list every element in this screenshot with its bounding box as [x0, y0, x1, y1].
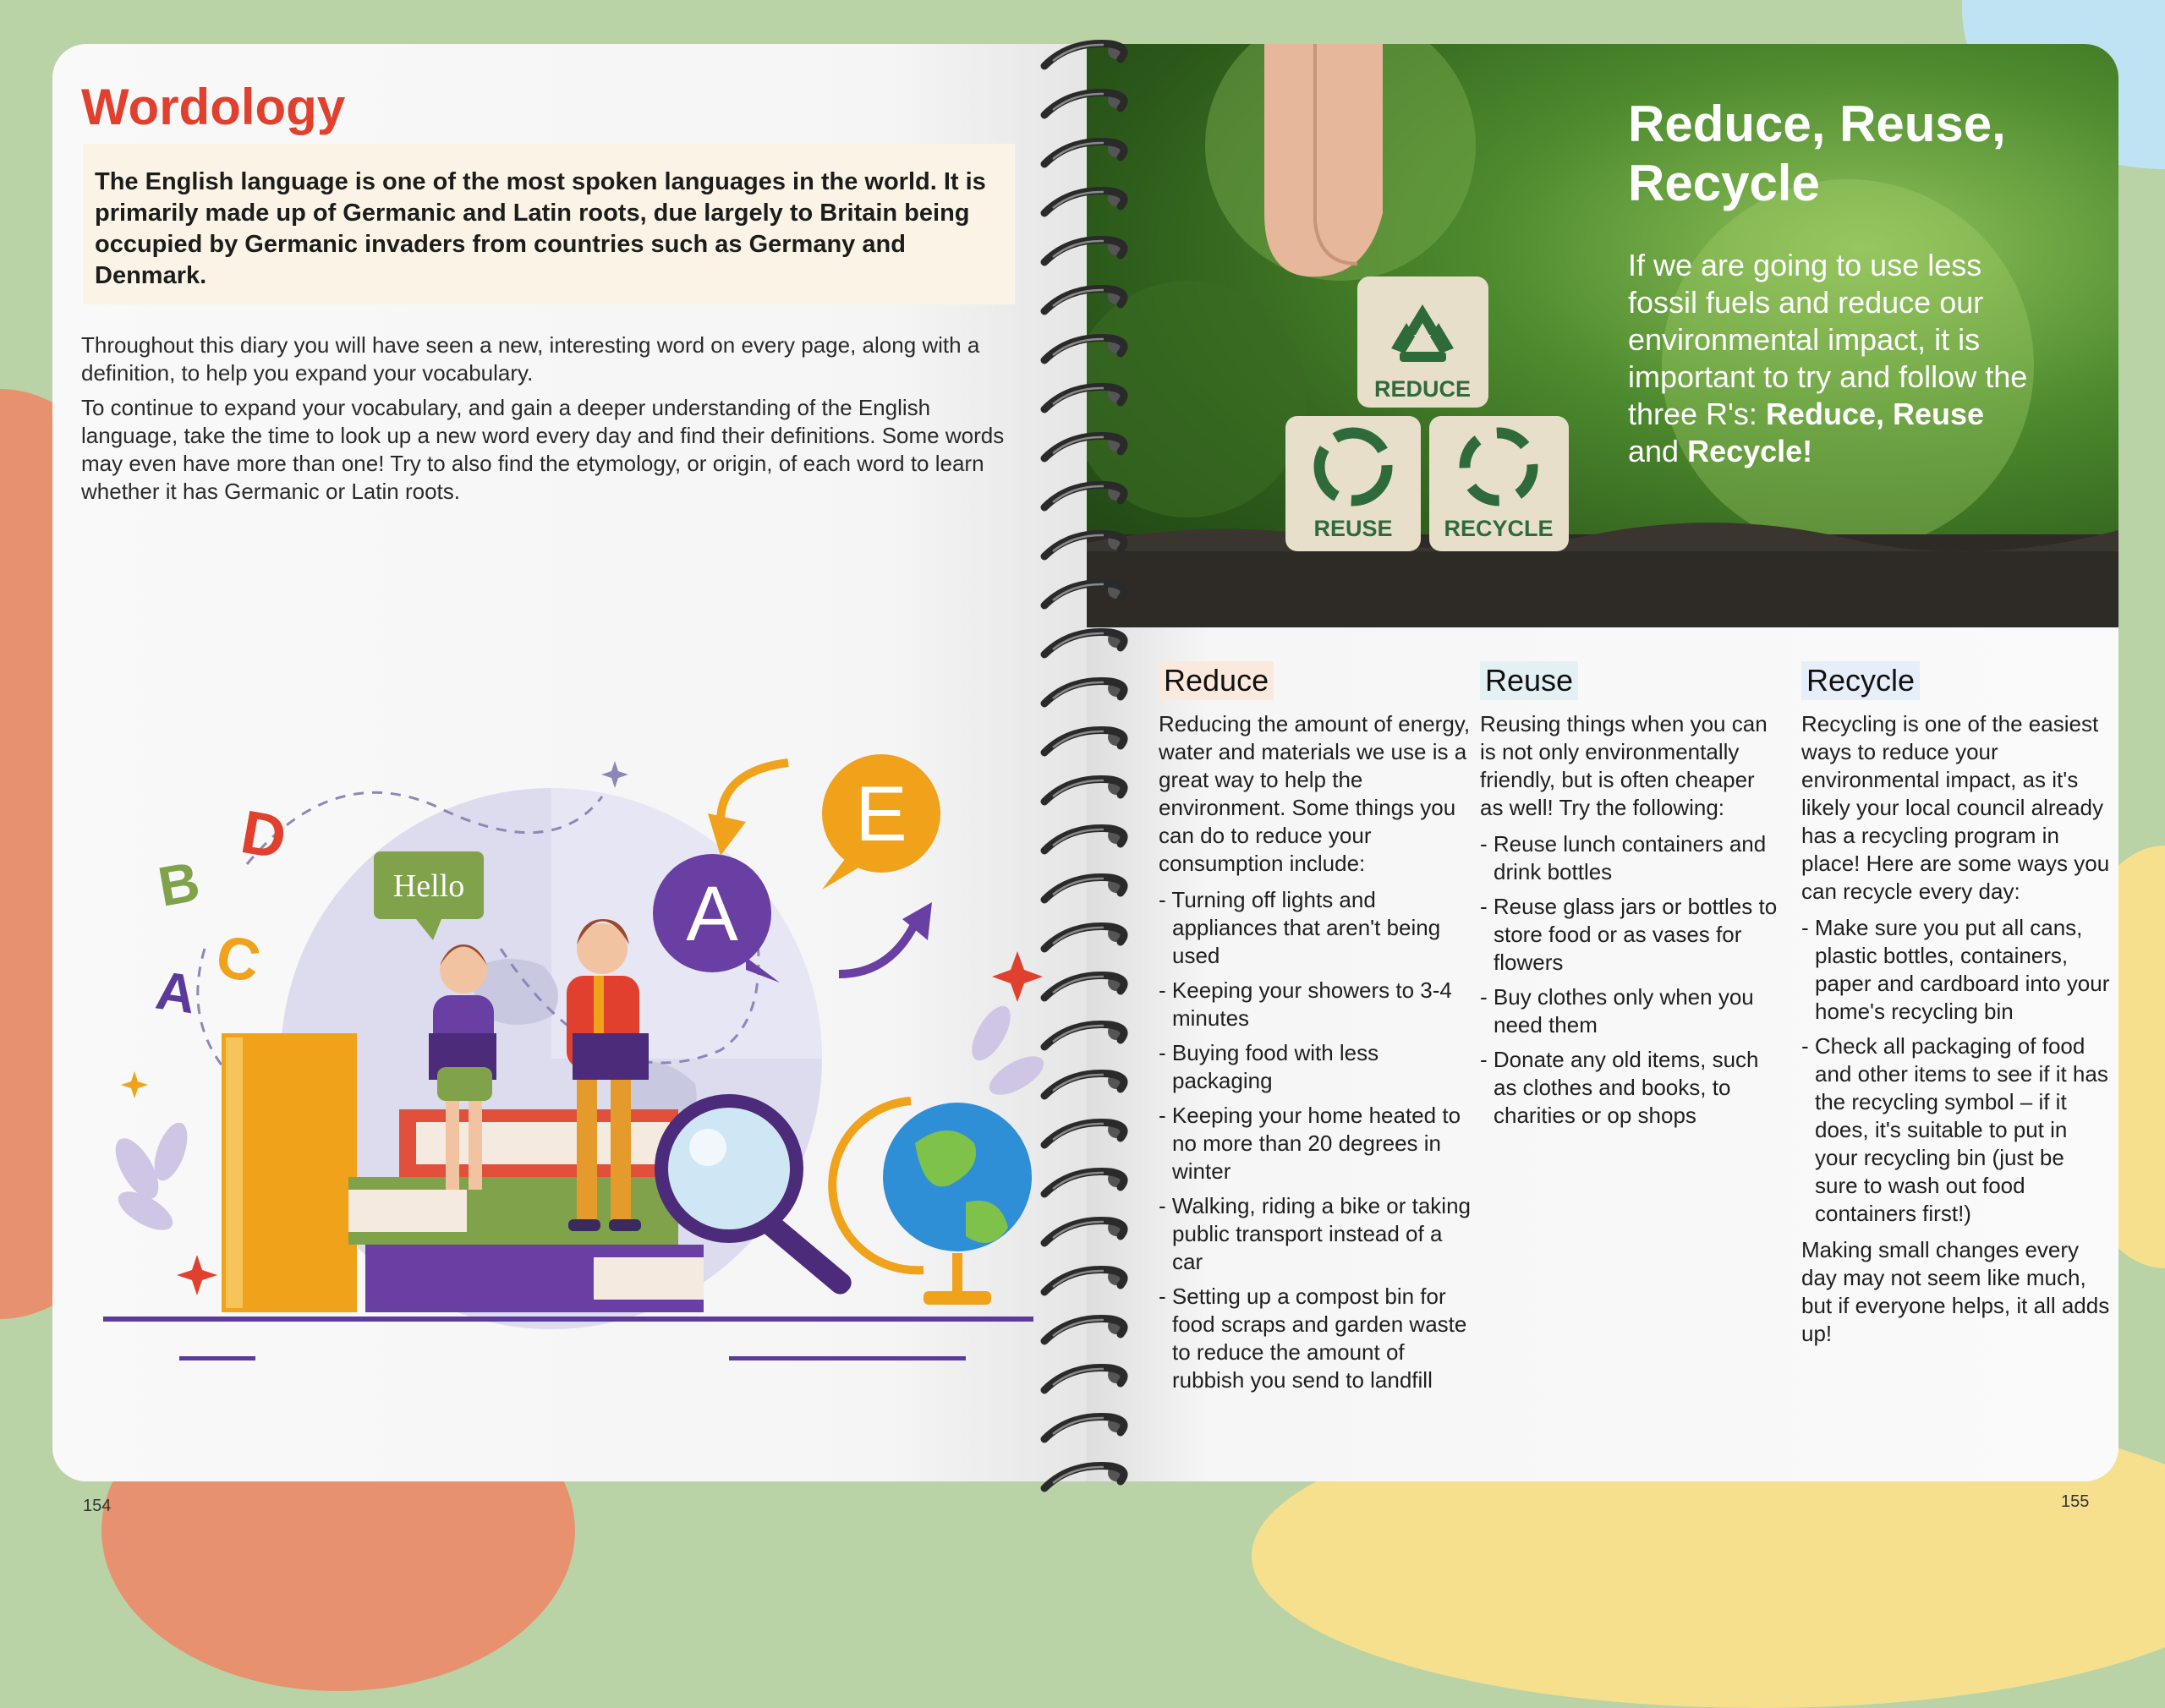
cube-reuse-label: REUSE: [1313, 516, 1393, 541]
page-number-right: 155: [2061, 1492, 2090, 1511]
reuse-list: [1480, 830, 1780, 1130]
hero-text-plain: If we are going to use less fossil fuels and reduce our environmental impact, it is important to try and follow the three R's:: [1628, 248, 2028, 431]
page-title: Wordology: [81, 79, 346, 135]
recycle-outro: Making small changes every day may not seem like much, but if everyone helps, it all adds up!: [1801, 1237, 2110, 1346]
list-item: - Reuse lunch containers and drink bottles: [1480, 830, 1780, 886]
list-item: - Setting up a compost bin for food scraps and garden waste to reduce the amount of rubbish you send to landfill: [1159, 1283, 1472, 1394]
list-item: - Donate any old items, such as clothes and books, to charities or op shops: [1480, 1046, 1780, 1130]
letter-b: B: [153, 849, 205, 918]
sparkle-icon: [992, 951, 1043, 1002]
letter-c: C: [210, 922, 266, 996]
reuse-column: [1480, 661, 1780, 1138]
hero-text: [1628, 247, 2034, 470]
cube-reduce: [1357, 276, 1488, 408]
reduce-heading: Reduce: [1159, 661, 1274, 700]
list-item: - Keeping your home heated to no more than 20 degrees in winter: [1159, 1102, 1472, 1185]
list-item: - Make sure you put all cans, plastic bottles, containers, paper and cardboard into your home's recycling bin: [1801, 914, 2110, 1026]
sparkle-icon: [121, 1071, 148, 1098]
letter-a: A: [152, 959, 200, 1026]
list-item: - Turning off lights and appliances that aren't being used: [1159, 886, 1472, 970]
recycle-list: [1801, 914, 2110, 1228]
reduce-intro: Reducing the amount of energy, water and materials we use is a great way to help the environment. Some things you can do to reduce your consumption include:: [1159, 711, 1471, 876]
reduce-column: [1159, 661, 1472, 1403]
ground-line-short: [179, 1356, 255, 1360]
recycle-intro: Recycling is one of the easiest ways to reduce your environmental impact, as it's likely your local council already has a recycling program in place! Here are some ways you can recycle every day:: [1801, 711, 2110, 904]
recycle-heading: Recycle: [1801, 661, 1920, 700]
list-item: - Buy clothes only when you need them: [1480, 983, 1780, 1039]
hero-text-bold-1: Reduce, Reuse: [1765, 397, 1985, 431]
desk-globe-icon: [832, 1101, 1032, 1305]
orange-arrow-icon: [721, 763, 788, 822]
reuse-heading: Reuse: [1480, 661, 1578, 700]
hello-bubble-text: Hello: [392, 868, 465, 904]
bubble-e-letter: E: [855, 771, 907, 857]
purple-arrow-icon: [839, 923, 915, 974]
reuse-intro: Reusing things when you can is not only environmentally friendly, but is often cheaper as well! Try the following:: [1480, 711, 1768, 820]
list-item: - Reuse glass jars or bottles to store food or as vases for flowers: [1480, 893, 1780, 977]
cube-reduce-label: REDUCE: [1373, 376, 1472, 402]
bubble-a-letter: A: [686, 871, 738, 957]
sparkle-icon: [601, 761, 628, 788]
language-learning-illustration: [78, 695, 1050, 1388]
paragraph-2: To continue to expand your vocabulary, and gain a deeper understanding of the English language, take the time to look up a new word every day and find their definitions. Some words may even have more than one! Try to also find the etymology, or origin, of each word to learn whether it has Germanic or Latin roots.: [81, 395, 1005, 504]
ground-line-short: [729, 1356, 966, 1360]
ground-line: [103, 1317, 1033, 1322]
cube-recycle: [1429, 416, 1569, 551]
hero-text-and: and: [1628, 434, 1688, 468]
left-page: [52, 44, 1101, 1481]
page-number-left: 154: [83, 1497, 112, 1515]
list-item: - Walking, riding a bike or taking public transport instead of a car: [1159, 1192, 1472, 1276]
right-page: [1087, 44, 2118, 1481]
recycle-column: [1801, 661, 2110, 1356]
cube-recycle-label: RECYCLE: [1444, 516, 1554, 541]
reduce-list: [1159, 886, 1472, 1394]
cube-reuse: [1285, 416, 1421, 551]
hero-text-bold-2: Recycle!: [1687, 434, 1813, 468]
hero-image: [1087, 44, 2118, 627]
letter-d: D: [236, 797, 292, 873]
paragraph-1: Throughout this diary you will have seen a new, interesting word on every page, along with a definition, to help you expand your vocabulary.: [81, 332, 980, 386]
list-item: - Buying food with less packaging: [1159, 1039, 1472, 1095]
hero-title: Reduce, Reuse, Recycle: [1628, 96, 2006, 211]
list-item: - Check all packaging of food and other items to see if it has the recycling symbol – if it does, it's suitable to put in your recycling bin (just be sure to wash out food containers first!): [1801, 1032, 2110, 1228]
spiral-binding: [1036, 32, 1146, 1503]
intro-text: The English language is one of the most spoken languages in the world. It is primarily made up of Germanic and Latin roots, due largely to Britain being occupied by Germanic invaders from countries such as Germany and Denmark.: [95, 168, 986, 289]
hand-fingers: [1264, 44, 1383, 276]
sparkle-icon: [177, 1255, 217, 1295]
list-item: - Keeping your showers to 3-4 minutes: [1159, 977, 1472, 1032]
